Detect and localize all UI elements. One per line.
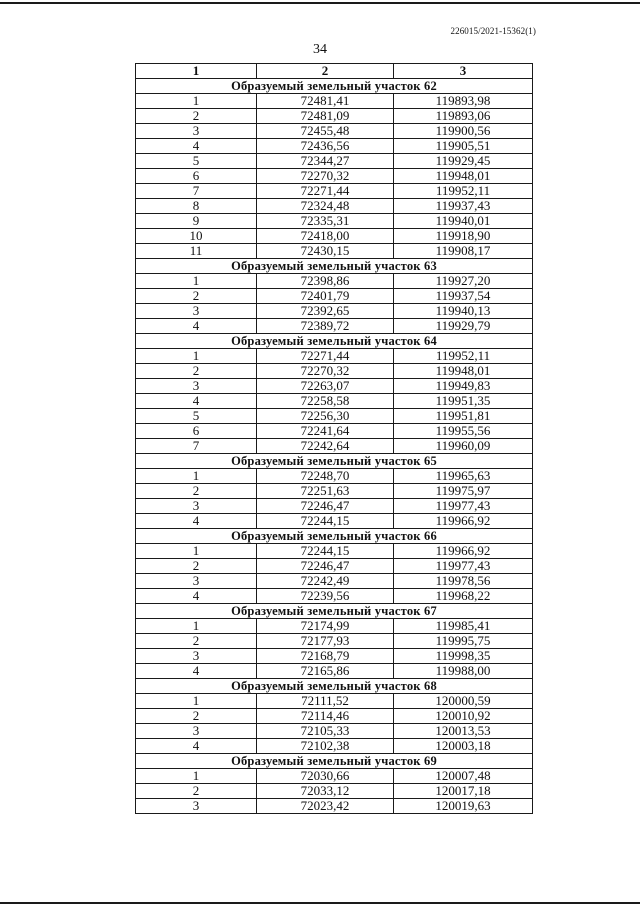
x-coordinate-cell: 72398,86 [257, 274, 394, 289]
table-row [136, 469, 533, 484]
point-number-cell: 1 [136, 619, 257, 634]
x-coordinate-cell: 72033,12 [257, 784, 394, 799]
point-number-cell: 4 [136, 589, 257, 604]
y-coordinate-cell: 119951,35 [394, 394, 533, 409]
y-coordinate-cell: 119893,98 [394, 94, 533, 109]
column-header-y: 3 [394, 64, 533, 79]
y-coordinate-cell: 119995,75 [394, 634, 533, 649]
y-coordinate-cell: 119952,11 [394, 184, 533, 199]
document-reference: 226015/2021-15362(1) [450, 26, 536, 36]
y-coordinate-cell: 119985,41 [394, 619, 533, 634]
table-body [136, 79, 533, 814]
table-row [136, 289, 533, 304]
point-number-cell: 1 [136, 274, 257, 289]
x-coordinate-cell: 72251,63 [257, 484, 394, 499]
column-header-x: 2 [257, 64, 394, 79]
table-row [136, 349, 533, 364]
table-row [136, 394, 533, 409]
section-header-row [136, 679, 533, 694]
y-coordinate-cell: 120000,59 [394, 694, 533, 709]
point-number-cell: 4 [136, 514, 257, 529]
point-number-cell: 1 [136, 694, 257, 709]
section-title: Образуемый земельный участок 67 [136, 604, 533, 619]
y-coordinate-cell: 119977,43 [394, 499, 533, 514]
x-coordinate-cell: 72335,31 [257, 214, 394, 229]
table-row [136, 154, 533, 169]
y-coordinate-cell: 119975,97 [394, 484, 533, 499]
table-row [136, 694, 533, 709]
table-row [136, 94, 533, 109]
point-number-cell: 1 [136, 469, 257, 484]
table-row [136, 274, 533, 289]
section-header-row [136, 754, 533, 769]
header-row [136, 64, 533, 79]
x-coordinate-cell: 72418,00 [257, 229, 394, 244]
point-number-cell: 6 [136, 424, 257, 439]
y-coordinate-cell: 119918,90 [394, 229, 533, 244]
y-coordinate-cell: 119960,09 [394, 439, 533, 454]
x-coordinate-cell: 72023,42 [257, 799, 394, 814]
table-row [136, 634, 533, 649]
x-coordinate-cell: 72239,56 [257, 589, 394, 604]
x-coordinate-cell: 72242,64 [257, 439, 394, 454]
table-row [136, 184, 533, 199]
x-coordinate-cell: 72392,65 [257, 304, 394, 319]
y-coordinate-cell: 119900,56 [394, 124, 533, 139]
x-coordinate-cell: 72168,79 [257, 649, 394, 664]
x-coordinate-cell: 72481,41 [257, 94, 394, 109]
table-row [136, 739, 533, 754]
table-row [136, 784, 533, 799]
x-coordinate-cell: 72102,38 [257, 739, 394, 754]
x-coordinate-cell: 72244,15 [257, 544, 394, 559]
section-header-row [136, 259, 533, 274]
y-coordinate-cell: 119965,63 [394, 469, 533, 484]
point-number-cell: 1 [136, 94, 257, 109]
x-coordinate-cell: 72271,44 [257, 349, 394, 364]
point-number-cell: 10 [136, 229, 257, 244]
y-coordinate-cell: 119929,45 [394, 154, 533, 169]
y-coordinate-cell: 119929,79 [394, 319, 533, 334]
point-number-cell: 3 [136, 799, 257, 814]
section-title: Образуемый земельный участок 65 [136, 454, 533, 469]
point-number-cell: 2 [136, 109, 257, 124]
table-row [136, 424, 533, 439]
table-row [136, 109, 533, 124]
x-coordinate-cell: 72174,99 [257, 619, 394, 634]
table-row [136, 439, 533, 454]
table-row [136, 769, 533, 784]
y-coordinate-cell: 119927,20 [394, 274, 533, 289]
y-coordinate-cell: 119893,06 [394, 109, 533, 124]
table-row [136, 724, 533, 739]
point-number-cell: 11 [136, 244, 257, 259]
x-coordinate-cell: 72242,49 [257, 574, 394, 589]
y-coordinate-cell: 119988,00 [394, 664, 533, 679]
section-header-row [136, 334, 533, 349]
x-coordinate-cell: 72105,33 [257, 724, 394, 739]
table-row [136, 379, 533, 394]
table-row [136, 244, 533, 259]
point-number-cell: 7 [136, 439, 257, 454]
x-coordinate-cell: 72401,79 [257, 289, 394, 304]
table-row [136, 169, 533, 184]
section-title: Образуемый земельный участок 62 [136, 79, 533, 94]
table-row [136, 484, 533, 499]
top-border-line [0, 2, 640, 4]
y-coordinate-cell: 119948,01 [394, 169, 533, 184]
y-coordinate-cell: 119955,56 [394, 424, 533, 439]
x-coordinate-cell: 72263,07 [257, 379, 394, 394]
x-coordinate-cell: 72270,32 [257, 364, 394, 379]
y-coordinate-cell: 119908,17 [394, 244, 533, 259]
x-coordinate-cell: 72248,70 [257, 469, 394, 484]
table-row [136, 709, 533, 724]
y-coordinate-cell: 119977,43 [394, 559, 533, 574]
table-row [136, 364, 533, 379]
x-coordinate-cell: 72246,47 [257, 559, 394, 574]
x-coordinate-cell: 72389,72 [257, 319, 394, 334]
point-number-cell: 6 [136, 169, 257, 184]
point-number-cell: 4 [136, 739, 257, 754]
x-coordinate-cell: 72256,30 [257, 409, 394, 424]
table-row [136, 214, 533, 229]
point-number-cell: 2 [136, 289, 257, 304]
table-row [136, 409, 533, 424]
table-header [136, 64, 533, 79]
point-number-cell: 4 [136, 394, 257, 409]
y-coordinate-cell: 119940,13 [394, 304, 533, 319]
y-coordinate-cell: 120010,92 [394, 709, 533, 724]
y-coordinate-cell: 120019,63 [394, 799, 533, 814]
section-title: Образуемый земельный участок 66 [136, 529, 533, 544]
section-title: Образуемый земельный участок 63 [136, 259, 533, 274]
x-coordinate-cell: 72324,48 [257, 199, 394, 214]
y-coordinate-cell: 119998,35 [394, 649, 533, 664]
table-row [136, 124, 533, 139]
x-coordinate-cell: 72270,32 [257, 169, 394, 184]
table-row [136, 304, 533, 319]
point-number-cell: 3 [136, 124, 257, 139]
section-header-row [136, 604, 533, 619]
page-number: 34 [313, 42, 327, 57]
y-coordinate-cell: 119952,11 [394, 349, 533, 364]
point-number-cell: 2 [136, 634, 257, 649]
x-coordinate-cell: 72436,56 [257, 139, 394, 154]
y-coordinate-cell: 119937,43 [394, 199, 533, 214]
table-row [136, 649, 533, 664]
y-coordinate-cell: 119966,92 [394, 514, 533, 529]
point-number-cell: 8 [136, 199, 257, 214]
point-number-cell: 3 [136, 379, 257, 394]
coordinates-table [135, 63, 533, 814]
y-coordinate-cell: 120007,48 [394, 769, 533, 784]
y-coordinate-cell: 119966,92 [394, 544, 533, 559]
section-title: Образуемый земельный участок 64 [136, 334, 533, 349]
point-number-cell: 5 [136, 409, 257, 424]
table-row [136, 574, 533, 589]
table-row [136, 199, 533, 214]
table-row [136, 559, 533, 574]
x-coordinate-cell: 72344,27 [257, 154, 394, 169]
y-coordinate-cell: 119949,83 [394, 379, 533, 394]
point-number-cell: 3 [136, 574, 257, 589]
x-coordinate-cell: 72177,93 [257, 634, 394, 649]
section-title: Образуемый земельный участок 68 [136, 679, 533, 694]
table-row [136, 619, 533, 634]
y-coordinate-cell: 119937,54 [394, 289, 533, 304]
point-number-cell: 2 [136, 364, 257, 379]
table-row [136, 229, 533, 244]
point-number-cell: 1 [136, 544, 257, 559]
x-coordinate-cell: 72246,47 [257, 499, 394, 514]
section-header-row [136, 454, 533, 469]
x-coordinate-cell: 72244,15 [257, 514, 394, 529]
x-coordinate-cell: 72430,15 [257, 244, 394, 259]
point-number-cell: 1 [136, 769, 257, 784]
table-row [136, 664, 533, 679]
table-row [136, 544, 533, 559]
y-coordinate-cell: 119940,01 [394, 214, 533, 229]
point-number-cell: 4 [136, 664, 257, 679]
point-number-cell: 5 [136, 154, 257, 169]
table-row [136, 799, 533, 814]
point-number-cell: 2 [136, 559, 257, 574]
x-coordinate-cell: 72481,09 [257, 109, 394, 124]
y-coordinate-cell: 119905,51 [394, 139, 533, 154]
y-coordinate-cell: 120017,18 [394, 784, 533, 799]
x-coordinate-cell: 72271,44 [257, 184, 394, 199]
point-number-cell: 3 [136, 499, 257, 514]
table-row [136, 514, 533, 529]
point-number-cell: 1 [136, 349, 257, 364]
point-number-cell: 2 [136, 709, 257, 724]
point-number-cell: 3 [136, 304, 257, 319]
table-row [136, 499, 533, 514]
point-number-cell: 4 [136, 139, 257, 154]
point-number-cell: 3 [136, 649, 257, 664]
y-coordinate-cell: 119968,22 [394, 589, 533, 604]
x-coordinate-cell: 72030,66 [257, 769, 394, 784]
y-coordinate-cell: 119951,81 [394, 409, 533, 424]
column-header-point: 1 [136, 64, 257, 79]
x-coordinate-cell: 72114,46 [257, 709, 394, 724]
section-header-row [136, 79, 533, 94]
y-coordinate-cell: 119978,56 [394, 574, 533, 589]
y-coordinate-cell: 120003,18 [394, 739, 533, 754]
section-header-row [136, 529, 533, 544]
x-coordinate-cell: 72241,64 [257, 424, 394, 439]
point-number-cell: 7 [136, 184, 257, 199]
table-row [136, 319, 533, 334]
y-coordinate-cell: 119948,01 [394, 364, 533, 379]
point-number-cell: 3 [136, 724, 257, 739]
x-coordinate-cell: 72258,58 [257, 394, 394, 409]
point-number-cell: 9 [136, 214, 257, 229]
y-coordinate-cell: 120013,53 [394, 724, 533, 739]
x-coordinate-cell: 72111,52 [257, 694, 394, 709]
x-coordinate-cell: 72165,86 [257, 664, 394, 679]
bottom-border-line [0, 902, 640, 904]
table-row [136, 139, 533, 154]
point-number-cell: 4 [136, 319, 257, 334]
point-number-cell: 2 [136, 784, 257, 799]
point-number-cell: 2 [136, 484, 257, 499]
x-coordinate-cell: 72455,48 [257, 124, 394, 139]
table-row [136, 589, 533, 604]
section-title: Образуемый земельный участок 69 [136, 754, 533, 769]
